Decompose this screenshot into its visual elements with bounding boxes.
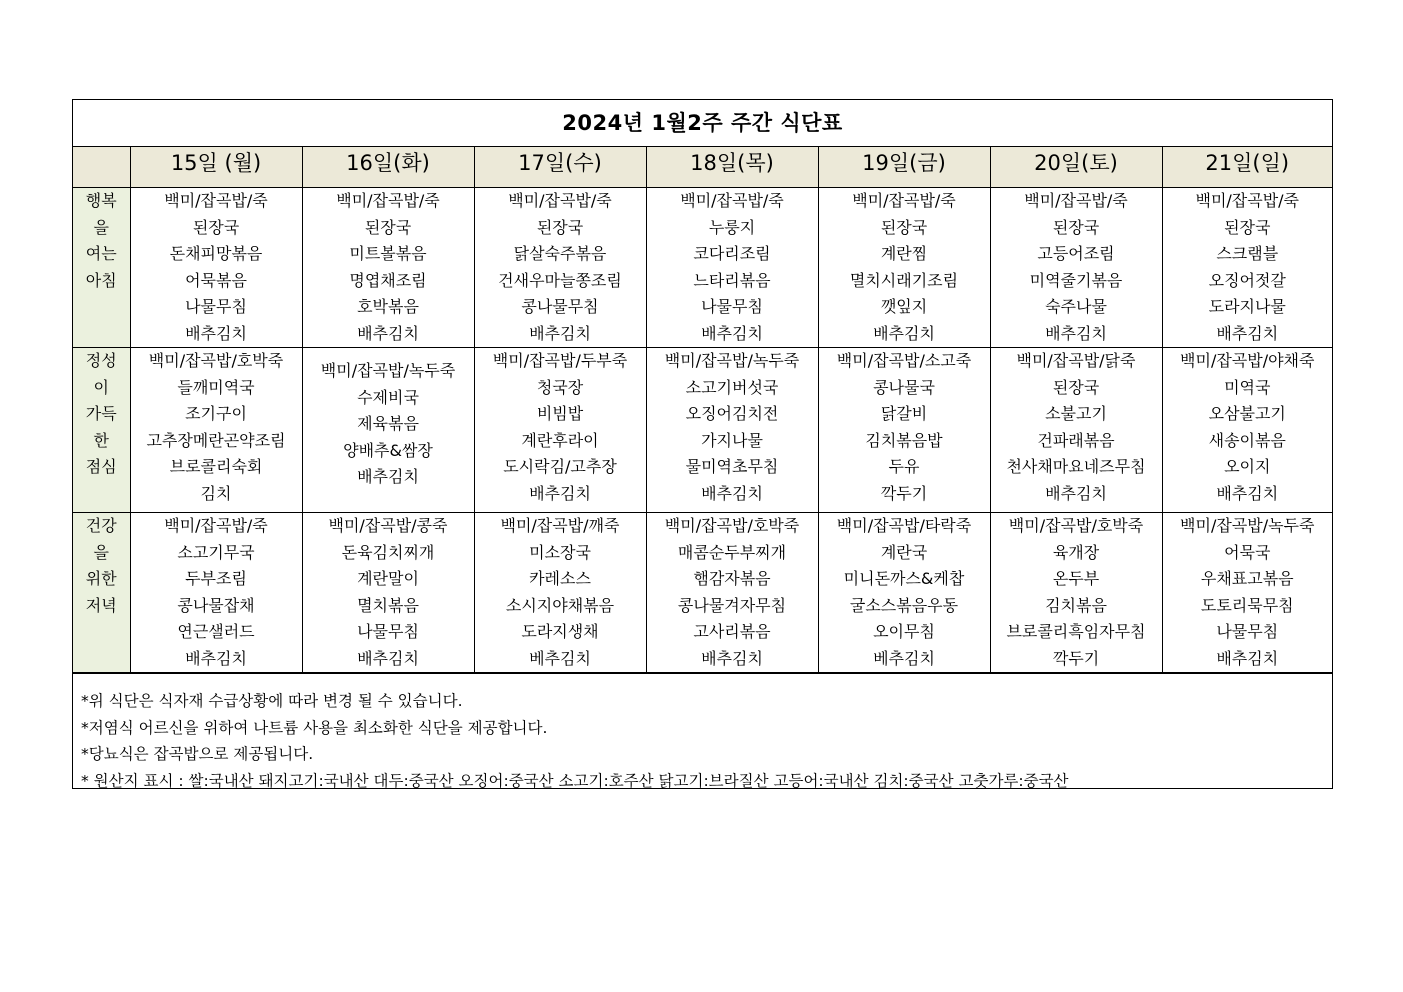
- menu-item: 미역줄기볶음: [1029, 270, 1123, 290]
- menu-cell: [818, 348, 990, 513]
- menu-item: 백미/잡곡밥/죽: [1024, 191, 1128, 210]
- menu-item: 배추김치: [357, 467, 419, 486]
- menu-item: 우채표고볶음: [1200, 569, 1294, 588]
- day-header: 16일(화): [302, 147, 474, 188]
- menu-item: 육개장: [1052, 542, 1100, 562]
- meal-label: [73, 513, 130, 673]
- menu-item: 배추김치: [357, 648, 419, 668]
- menu-item: 백미/잡곡밥/야채죽: [1180, 351, 1315, 370]
- meal-label-line: 을: [93, 217, 109, 237]
- breakfast-row: [73, 188, 1332, 348]
- menu-item: 스크램블: [1216, 244, 1279, 263]
- menu-item: 계란찜: [880, 244, 928, 263]
- menu-item: 소시지야채볶음: [505, 595, 615, 615]
- notes-section: [73, 673, 1332, 794]
- menu-item: 온두부: [1052, 569, 1100, 588]
- meal-label: [73, 188, 130, 348]
- note-line: *당뇨식은 잡곡밥으로 제공됩니다.: [81, 745, 314, 763]
- menu-item: 배추김치: [1216, 483, 1279, 503]
- menu-item: 가지나물: [701, 430, 763, 450]
- day-header: 15일 (월): [130, 147, 302, 188]
- menu-sheet: [72, 99, 1333, 789]
- menu-item: 굴소스볶음우동: [849, 595, 959, 615]
- menu-item: 된장국: [536, 217, 584, 237]
- menu-item: 계란국: [880, 542, 928, 562]
- menu-item: 계란후라이: [521, 430, 599, 450]
- menu-item: 카레소스: [529, 569, 591, 588]
- meal-label-line: 점심: [85, 457, 117, 476]
- menu-item: 나물무침: [1216, 622, 1279, 641]
- menu-item: 백미/잡곡밥/닭죽: [1016, 351, 1136, 370]
- day-header: 17일(수): [474, 147, 646, 188]
- menu-item: 나물무침: [357, 622, 419, 641]
- menu-item: 깍두기: [1052, 648, 1100, 668]
- menu-item: 나물무침: [701, 297, 763, 316]
- menu-cell: [818, 188, 990, 348]
- menu-item: 호박볶음: [357, 297, 419, 316]
- menu-item: 어묵국: [1224, 542, 1271, 562]
- menu-item: 들깨미역국: [177, 377, 255, 397]
- menu-cell: [302, 513, 474, 673]
- menu-item: 햄감자볶음: [693, 569, 771, 588]
- menu-item: 배추김치: [1216, 648, 1279, 668]
- menu-table: [73, 147, 1332, 673]
- menu-item: 브로콜리숙회: [169, 457, 263, 476]
- menu-item: 배추김치: [873, 323, 935, 343]
- day-header-row: [73, 147, 1332, 188]
- menu-item: 깍두기: [880, 483, 928, 503]
- menu-cell: [990, 513, 1162, 673]
- menu-cell: [646, 188, 818, 348]
- menu-item: 배추김치: [185, 648, 247, 668]
- corner-cell: [73, 147, 130, 188]
- menu-cell: [990, 188, 1162, 348]
- menu-item: 백미/잡곡밥/죽: [164, 516, 268, 535]
- menu-item: 백미/잡곡밥/녹두죽: [320, 361, 456, 380]
- meal-label-line: 위한: [85, 569, 117, 588]
- menu-item: 백미/잡곡밥/타락죽: [836, 516, 972, 535]
- menu-item: 된장국: [1224, 217, 1271, 237]
- menu-item: 브로콜리흑임자무침: [1006, 622, 1146, 641]
- menu-cell: [1162, 513, 1332, 673]
- menu-item: 미소장국: [529, 542, 591, 562]
- menu-item: 미트볼볶음: [349, 244, 427, 263]
- menu-item: 건파래볶음: [1037, 430, 1115, 450]
- menu-item: 천사채마요네즈무침: [1006, 457, 1146, 476]
- menu-item: 오이지: [1224, 457, 1271, 476]
- menu-item: 배추김치: [529, 323, 591, 343]
- menu-item: 배추김치: [529, 483, 591, 503]
- menu-cell: [818, 513, 990, 673]
- menu-cell: [130, 348, 302, 513]
- day-header: 19일(금): [818, 147, 990, 188]
- menu-item: 백미/잡곡밥/호박죽: [148, 351, 284, 370]
- menu-item: 배추김치: [1045, 483, 1107, 503]
- menu-item: 백미/잡곡밥/호박죽: [664, 516, 800, 535]
- menu-item: 비빔밥: [536, 404, 584, 423]
- menu-item: 숙주나물: [1045, 297, 1107, 316]
- day-header: 21일(일): [1162, 147, 1332, 188]
- meal-label-line: 건강: [85, 516, 117, 535]
- menu-item: 건새우마늘쫑조림: [498, 270, 622, 290]
- note-line: *저염식 어르신을 위하여 나트륨 사용을 최소화한 식단을 제공합니다.: [81, 718, 548, 737]
- menu-item: 콩나물겨자무침: [677, 595, 787, 615]
- menu-item: 명엽채조림: [349, 270, 427, 290]
- menu-item: 도라지생채: [521, 622, 599, 641]
- menu-item: 양배추&쌈장: [343, 440, 433, 460]
- menu-item: 백미/잡곡밥/죽: [508, 191, 612, 210]
- menu-item: 배추김치: [701, 648, 763, 668]
- menu-item: 두유: [888, 457, 920, 476]
- menu-item: 오징어젓갈: [1208, 270, 1286, 290]
- menu-item: 매콤순두부찌개: [677, 542, 787, 562]
- menu-item: 어묵볶음: [185, 270, 247, 290]
- menu-item: 미역국: [1224, 377, 1271, 397]
- menu-item: 멸치시래기조림: [849, 270, 959, 290]
- menu-item: 도토리묵무침: [1200, 595, 1294, 615]
- meal-label-line: 한: [93, 430, 109, 450]
- menu-item: 닭살숙주볶음: [513, 244, 607, 263]
- meal-label-line: 가득: [85, 404, 117, 423]
- menu-cell: [474, 348, 646, 513]
- menu-item: 누룽지: [708, 217, 756, 237]
- menu-item: 오징어김치전: [685, 404, 779, 423]
- menu-cell: [302, 348, 474, 513]
- menu-cell: [990, 348, 1162, 513]
- menu-item: 백미/잡곡밥/녹두죽: [664, 351, 800, 370]
- menu-item: 된장국: [192, 217, 240, 237]
- menu-item: 물미역초무침: [685, 457, 779, 476]
- dinner-row: [73, 513, 1332, 673]
- menu-item: 새송이볶음: [1208, 430, 1286, 450]
- meal-label-line: 저녁: [85, 595, 117, 615]
- menu-item: 고추장메란곤약조림: [146, 430, 286, 450]
- menu-item: 배추김치: [1216, 323, 1279, 343]
- day-header: 18일(목): [646, 147, 818, 188]
- origin-note: * 원산지 표시 : 쌀:국내산 돼지고기:국내산 대두:중국산 오징어:중국산 소고기:호주산 닭고기:브라질산 고등어:국내산 김치:중국산 고춧가루:중국산: [81, 771, 1069, 790]
- menu-cell: [302, 188, 474, 348]
- menu-item: 백미/잡곡밥/호박죽: [1008, 516, 1144, 535]
- menu-item: 돈육김치찌개: [341, 542, 435, 562]
- menu-item: 소고기버섯국: [685, 377, 779, 397]
- menu-item: 돈채피망볶음: [169, 244, 263, 263]
- menu-item: 베추김치: [529, 648, 591, 668]
- menu-cell: [474, 513, 646, 673]
- menu-item: 된장국: [1052, 217, 1100, 237]
- menu-item: 백미/잡곡밥/녹두죽: [1180, 516, 1315, 535]
- menu-item: 소불고기: [1045, 404, 1107, 423]
- menu-item: 백미/잡곡밥/죽: [852, 191, 956, 210]
- menu-cell: [1162, 348, 1332, 513]
- meal-label-line: 정성: [85, 351, 117, 370]
- menu-item: 연근샐러드: [177, 622, 255, 641]
- menu-item: 김치: [200, 483, 232, 503]
- lunch-row: [73, 348, 1332, 513]
- menu-item: 두부조림: [185, 569, 247, 588]
- meal-label-line: 여는: [85, 244, 117, 263]
- menu-item: 콩나물무침: [521, 297, 599, 316]
- menu-item: 배추김치: [1045, 323, 1107, 343]
- menu-item: 제육볶음: [357, 414, 419, 433]
- menu-item: 오이무침: [873, 622, 935, 641]
- menu-cell: [130, 513, 302, 673]
- menu-item: 베추김치: [873, 648, 935, 668]
- menu-cell: [646, 348, 818, 513]
- meal-label-line: 행복: [85, 191, 117, 210]
- menu-item: 나물무침: [185, 297, 247, 316]
- menu-item: 백미/잡곡밥/소고죽: [836, 351, 972, 370]
- meal-label-line: 아침: [85, 270, 117, 290]
- menu-item: 미니돈까스&케찹: [843, 569, 965, 588]
- menu-item: 백미/잡곡밥/죽: [680, 191, 784, 210]
- menu-cell: [474, 188, 646, 348]
- meal-label-line: 을: [93, 542, 109, 562]
- menu-item: 수제비국: [357, 387, 419, 407]
- menu-item: 조기구이: [185, 404, 247, 423]
- menu-item: 된장국: [1052, 377, 1100, 397]
- menu-item: 백미/잡곡밥/두부죽: [492, 351, 628, 370]
- menu-item: 백미/잡곡밥/콩죽: [328, 516, 448, 535]
- menu-item: 백미/잡곡밥/죽: [1195, 191, 1300, 210]
- page-title: 2024년 1월2주 주간 식단표: [73, 100, 1332, 147]
- menu-item: 청국장: [536, 377, 584, 397]
- menu-item: 배추김치: [701, 323, 763, 343]
- menu-item: 백미/잡곡밥/죽: [336, 191, 440, 210]
- menu-item: 소고기무국: [177, 542, 255, 562]
- menu-cell: [1162, 188, 1332, 348]
- menu-cell: [646, 513, 818, 673]
- menu-item: 콩나물국: [873, 377, 935, 397]
- note-line: *위 식단은 식자재 수급상황에 따라 변경 될 수 있습니다.: [81, 692, 463, 710]
- menu-item: 느타리볶음: [693, 270, 771, 290]
- menu-item: 배추김치: [701, 483, 763, 503]
- menu-cell: [130, 188, 302, 348]
- menu-item: 도시락김/고추장: [503, 457, 617, 476]
- meal-label-line: 이: [93, 377, 109, 397]
- menu-item: 김치볶음밥: [865, 430, 943, 450]
- menu-item: 고사리볶음: [693, 622, 771, 641]
- menu-item: 멸치볶음: [357, 595, 419, 615]
- menu-item: 된장국: [364, 217, 412, 237]
- menu-item: 콩나물잡채: [177, 595, 255, 615]
- day-header: 20일(토): [990, 147, 1162, 188]
- menu-item: 된장국: [880, 217, 928, 237]
- menu-item: 고등어조림: [1037, 244, 1115, 263]
- menu-item: 백미/잡곡밥/죽: [164, 191, 268, 210]
- menu-item: 계란말이: [357, 569, 419, 588]
- menu-item: 코다리조림: [693, 244, 771, 263]
- menu-item: 배추김치: [185, 323, 247, 343]
- menu-item: 김치볶음: [1045, 595, 1107, 615]
- menu-item: 깻잎지: [880, 297, 928, 316]
- menu-item: 닭갈비: [880, 404, 928, 423]
- menu-item: 오삼불고기: [1208, 404, 1286, 423]
- menu-item: 배추김치: [357, 323, 419, 343]
- menu-item: 백미/잡곡밥/깨죽: [500, 516, 620, 535]
- meal-label: [73, 348, 130, 513]
- menu-item: 도라지나물: [1208, 297, 1286, 316]
